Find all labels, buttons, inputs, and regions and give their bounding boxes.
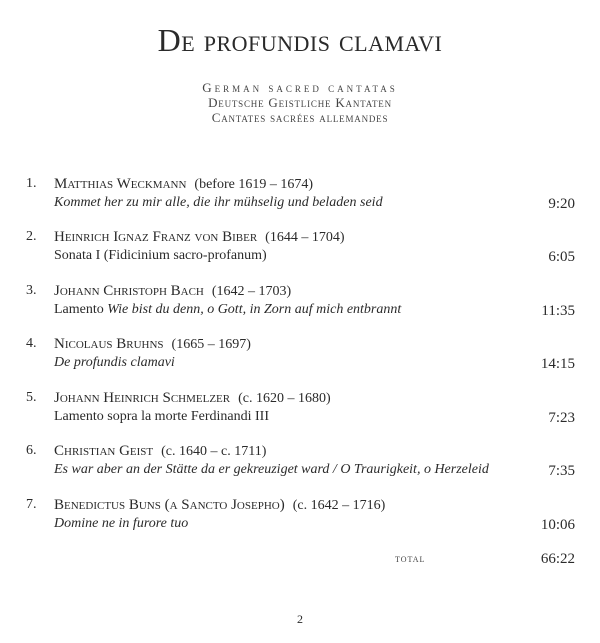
total-duration: 66:22 xyxy=(540,551,575,567)
track-duration: 10:06 xyxy=(540,517,575,533)
track-number: 3. xyxy=(26,283,37,298)
track-work: Kommet her zu mir alle, die ihr mühselig und beladen seid xyxy=(54,195,383,210)
total-label: total xyxy=(395,553,426,565)
track-duration: 7:35 xyxy=(548,463,575,479)
track-number: 1. xyxy=(26,176,37,191)
track-composer: Heinrich Ignaz Franz von Biber (1644 – 1704) xyxy=(54,229,345,245)
subtitle-german: Deutsche Geistliche Kantaten xyxy=(208,95,392,110)
track-entry xyxy=(0,176,600,220)
subtitle-english: German sacred cantatas xyxy=(202,80,398,95)
track-entry xyxy=(0,443,600,487)
track-work: Es war aber an der Stätte da er gekreuziget ward / O Traurigkeit, o Herzeleid xyxy=(54,462,489,477)
track-work: Lamento sopra la morte Ferdinandi III xyxy=(54,409,269,424)
page-title: De profundis clamavi xyxy=(157,22,443,58)
track-duration: 11:35 xyxy=(541,303,575,319)
track-entry xyxy=(0,497,600,541)
track-dates: (1644 – 1704) xyxy=(265,230,345,245)
track-duration: 9:20 xyxy=(548,196,575,212)
track-work: De profundis clamavi xyxy=(54,355,175,370)
track-number: 7. xyxy=(26,497,37,512)
track-dates: (before 1619 – 1674) xyxy=(194,177,313,192)
track-dates: (c. 1642 – 1716) xyxy=(292,498,386,513)
track-dates: (c. 1640 – c. 1711) xyxy=(161,444,267,459)
page-number: 2 xyxy=(297,612,303,626)
subtitle-block xyxy=(0,80,600,125)
track-work: Lamento Wie bist du denn, o Gott, in Zorn auf mich entbrannt xyxy=(54,302,402,317)
track-entry xyxy=(0,336,600,380)
track-composer: Johann Heinrich Schmelzer (c. 1620 – 1680) xyxy=(54,390,331,406)
track-composer: Matthias Weckmann (before 1619 – 1674) xyxy=(54,176,313,192)
track-duration: 7:23 xyxy=(548,410,575,426)
track-duration: 14:15 xyxy=(540,356,575,372)
track-work: Domine ne in furore tuo xyxy=(54,516,189,531)
track-number: 6. xyxy=(26,443,37,458)
track-composer: Benedictus Buns (a Sancto Josepho) (c. 1642 – 1716) xyxy=(54,497,386,513)
subtitle-french: Cantates sacrées allemandes xyxy=(211,110,389,125)
track-composer: Johann Christoph Bach (1642 – 1703) xyxy=(54,283,292,299)
track-number: 2. xyxy=(26,229,37,244)
track-dates: (1665 – 1697) xyxy=(171,337,251,352)
track-entry xyxy=(0,390,600,434)
track-number: 5. xyxy=(26,390,37,405)
track-composer: Christian Geist (c. 1640 – c. 1711) xyxy=(54,443,267,459)
track-work: Sonata I (Fidicinium sacro-profanum) xyxy=(54,248,267,263)
track-dates: (c. 1620 – 1680) xyxy=(238,391,331,406)
track-entry xyxy=(0,229,600,273)
track-dates: (1642 – 1703) xyxy=(211,284,292,299)
track-number: 4. xyxy=(26,336,37,351)
track-duration: 6:05 xyxy=(548,249,575,265)
track-entry xyxy=(0,283,600,327)
track-composer: Nicolaus Bruhns (1665 – 1697) xyxy=(54,336,251,352)
